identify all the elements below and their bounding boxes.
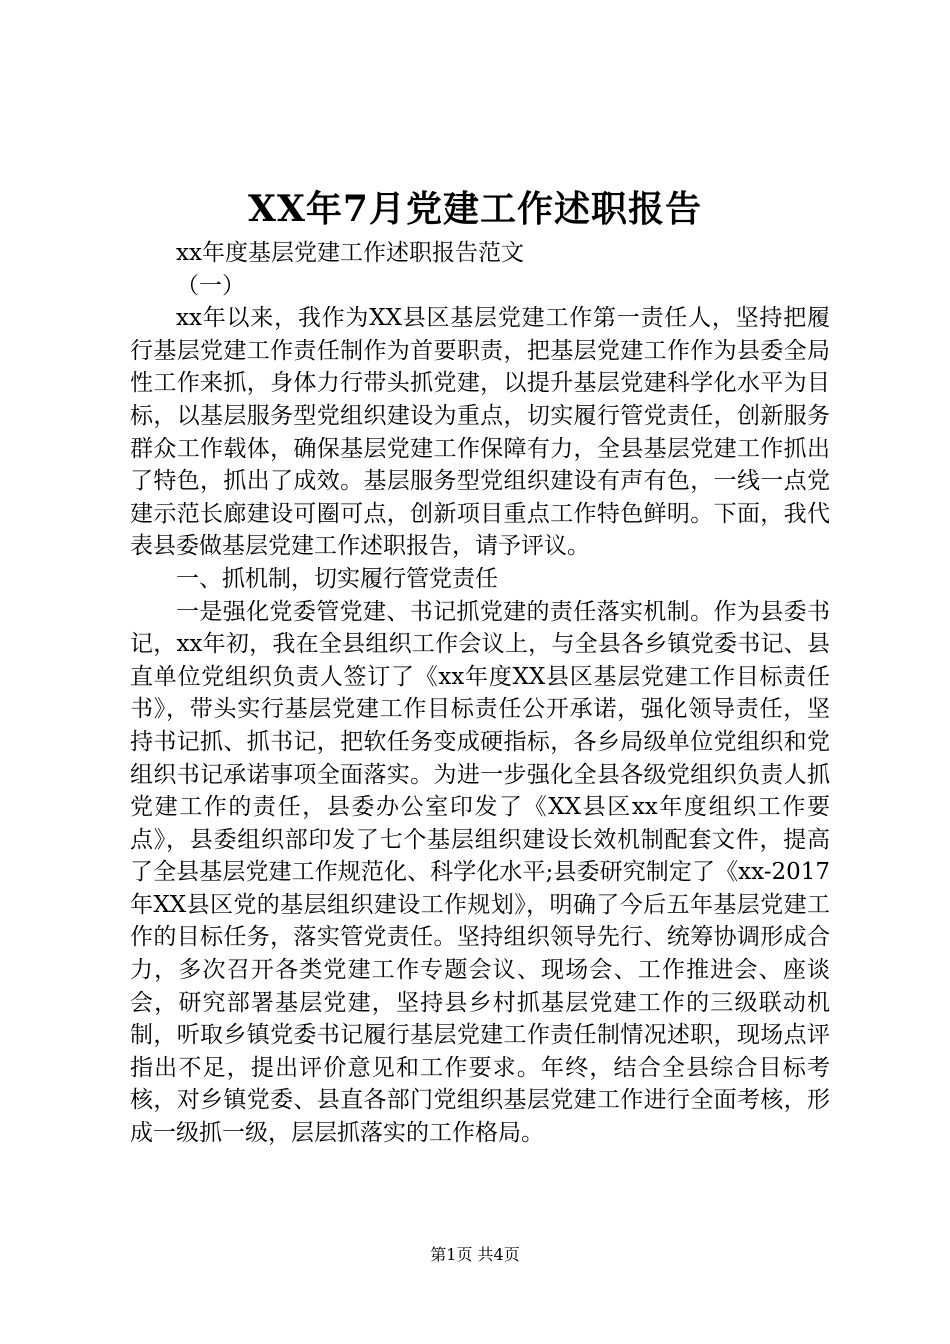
part-marker: （一） xyxy=(176,272,245,299)
document-title: XX年7月党建工作述职报告 xyxy=(248,188,702,230)
document-subtitle: xx年度基层党建工作述职报告范文 xyxy=(176,240,524,266)
paragraph-intro: xx年以来，我作为XX县区基层党建工作第一责任人，坚持把履行基层党建工作责任制作为首要职责，把基层党建工作作为县委全局性工作来抓，身体力行带头抓党建，以提升基层党建科学化水平为目标，以基层服务型党组织建设为重点，切实履行管党责任，创新服务群众工作载体，确保基层党建工作保障有力，全县基层党建工作抓出了特色，抓出了成效。基层服务型党组织建设有声有色，一线一点党建示范长廊建设可圈可点，创新项目重点工作特色鲜明。下面，我代表县委做基层党建工作述职报告，请予评议。 xyxy=(130,305,830,560)
section-heading: 一、抓机制，切实履行管党责任 xyxy=(176,565,498,592)
document-body xyxy=(130,237,830,1150)
page-number: 第1页 共4页 xyxy=(430,1245,520,1264)
paragraph-mechanism: 一是强化党委管党建、书记抓党建的责任落实机制。作为县委书记，xx年初，我在全县组织工作会议上，与全县各乡镇党委书记、县直单位党组织负责人签订了《xx年度XX县区基层党建工作目标责任书》，带头实行基层党建工作目标责任公开承诺，强化领导责任，坚持书记抓、抓书记，把软任务变成硬指标，各乡局级单位党组织和党组织书记承诺事项全面落实。为进一步强化全县各级党组织负责人抓党建工作的责任，县委办公室印发了《XX县区xx年度组织工作要点》，县委组织部印发了七个基层组织建设长效机制配套文件，提高了全县基层党建工作规范化、科学化水平;县委研究制定了《xx-2017年XX县区党的基层组织建设工作规划》，明确了今后五年基层党建工作的目标任务，落实管党责任。坚持组织领导先行、统筹协调形成合力，多次召开各类党建工作专题会议、现场会、工作推进会、座谈会，研究部署基层党建，坚持县乡村抓基层党建工作的三级联动机制，听取乡镇党委书记履行基层党建工作责任制情况述职，现场点评指出不足，提出评价意见和工作要求。年终，结合全县综合目标考核，对乡镇党委、县直各部门党组织基层党建工作进行全面考核，形成一级抓一级，层层抓落实的工作格局。 xyxy=(130,598,830,1147)
